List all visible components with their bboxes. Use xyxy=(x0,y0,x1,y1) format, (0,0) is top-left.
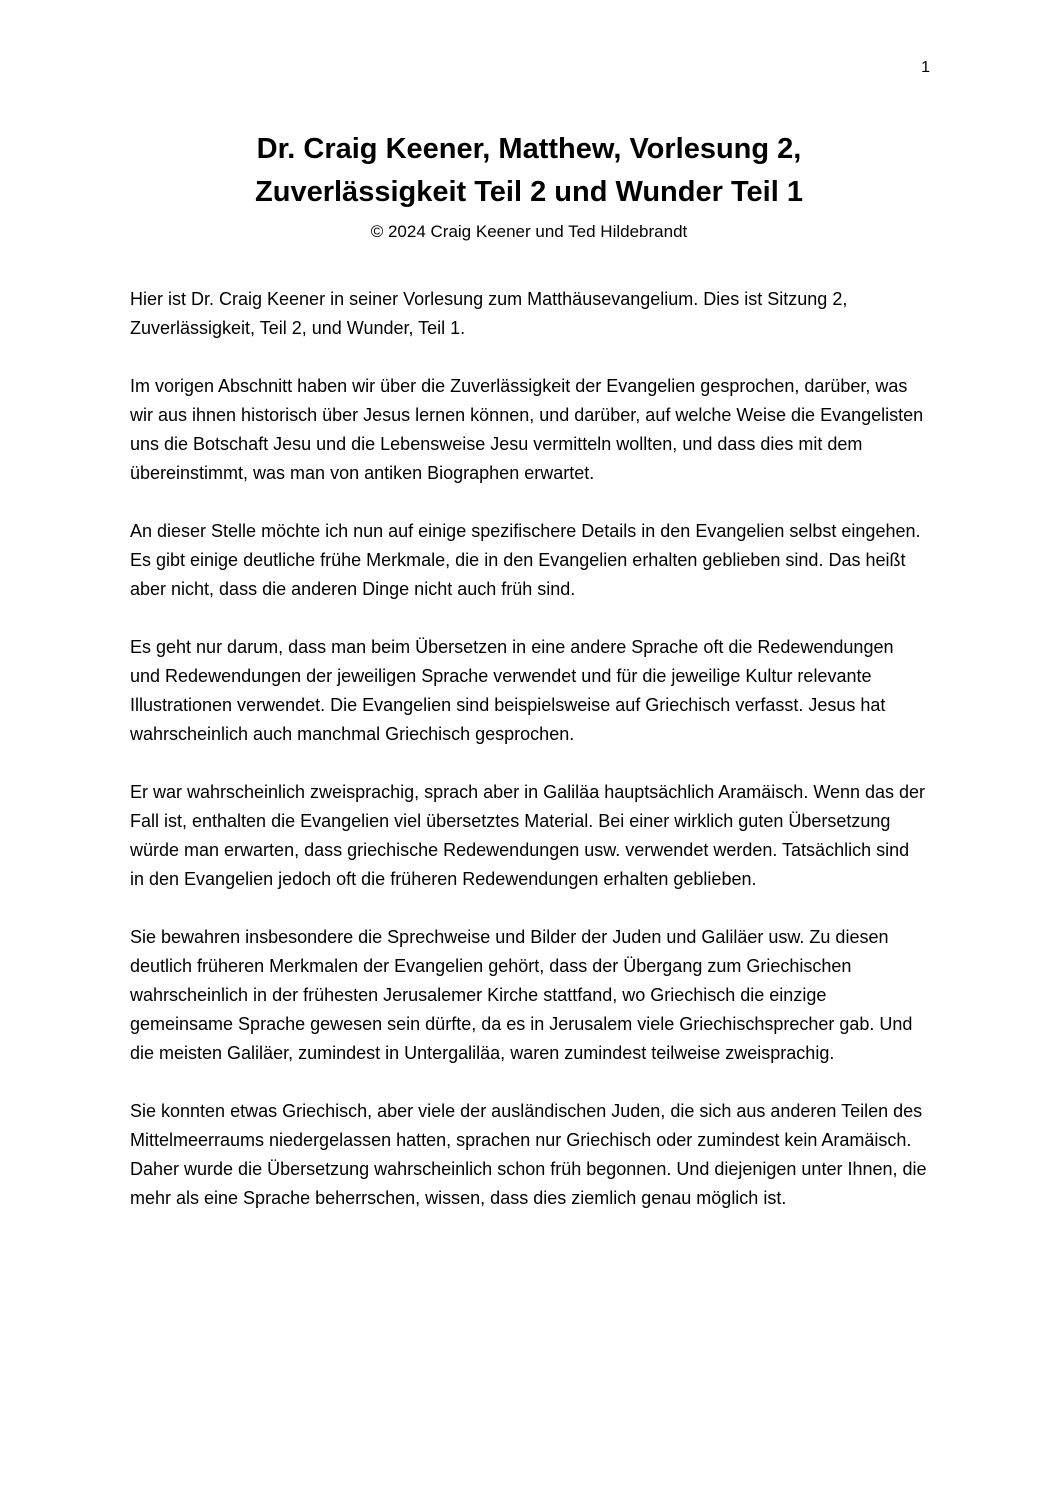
page-number: 1 xyxy=(921,59,930,76)
paragraph-7: Sie konnten etwas Griechisch, aber viele der ausländischen Juden, die sich aus anderen Teilen des Mittelmeerraums niedergelassen hatten, sprachen nur Griechisch oder zumindest kein Aramäisch. Daher wurde die Übersetzung wahrscheinlich schon früh begonnen. Und diejenigen unter Ihnen, die mehr als eine Sprache beherrschen, wissen, dass dies ziemlich genau möglich ist. xyxy=(130,1101,927,1208)
paragraph-5: Er war wahrscheinlich zweisprachig, sprach aber in Galiläa hauptsächlich Aramäisch. Wenn das der Fall ist, enthalten die Evangelien viel übersetztes Material. Bei einer wirklich guten Übersetzung würde man erwarten, dass griechische Redewendungen usw. verwendet werden. Tatsächlich sind in den Evangelien jedoch oft die früheren Redewendungen erhalten geblieben. xyxy=(130,782,926,889)
document-title xyxy=(0,128,1058,214)
copyright-line: © 2024 Craig Keener und Ted Hildebrandt xyxy=(370,222,688,241)
title-line-1: Dr. Craig Keener, Matthew, Vorlesung 2, xyxy=(256,133,802,165)
paragraph-2: Im vorigen Abschnitt haben wir über die Zuverlässigkeit der Evangelien gesprochen, darüber, was wir aus ihnen historisch über Jesus lernen können, und darüber, auf welche Weise die Evangelisten uns die Botschaft Jesu und die Lebensweise Jesu vermitteln wollten, und dass dies mit dem übereinstimmt, was man von antiken Biographen erwartet. xyxy=(130,376,924,483)
document-header xyxy=(0,0,1058,243)
title-line-2: Zuverlässigkeit Teil 2 und Wunder Teil 1 xyxy=(255,176,803,208)
paragraph-4: Es geht nur darum, dass man beim Übersetzen in eine andere Sprache oft die Redewendungen und Redewendungen der jeweiligen Sprache verwendet und für die jeweilige Kultur relevante Illustrationen verwendet. Die Evangelien sind beispielsweise auf Griechisch verfasst. Jesus hat wahrscheinlich auch manchmal Griechisch gesprochen. xyxy=(130,637,894,744)
paragraph-6: Sie bewahren insbesondere die Sprechweise und Bilder der Juden und Galiläer usw. Zu diesen deutlich früheren Merkmalen der Evangelien gehört, dass der Übergang zum Griechischen wahrscheinlich in der frühesten Jerusalemer Kirche stattfand, wo Griechisch die einzige gemeinsame Sprache gewesen sein dürfte, da es in Jerusalem viele Griechischsprecher gab. Und die meisten Galiläer, zumindest in Untergaliläa, waren zumindest teilweise zweisprachig. xyxy=(130,927,913,1063)
paragraph-1: Hier ist Dr. Craig Keener in seiner Vorlesung zum Matthäusevangelium. Dies ist Sitzung 2, Zuverlässigkeit, Teil 2, und Wunder, Teil 1. xyxy=(130,289,848,338)
paragraph-3: An dieser Stelle möchte ich nun auf einige spezifischere Details in den Evangelien selbst eingehen. Es gibt einige deutliche frühe Merkmale, die in den Evangelien erhalten geblieben sind. Das heißt aber nicht, dass die anderen Dinge nicht auch früh sind. xyxy=(130,521,921,599)
document-body xyxy=(130,285,928,1213)
